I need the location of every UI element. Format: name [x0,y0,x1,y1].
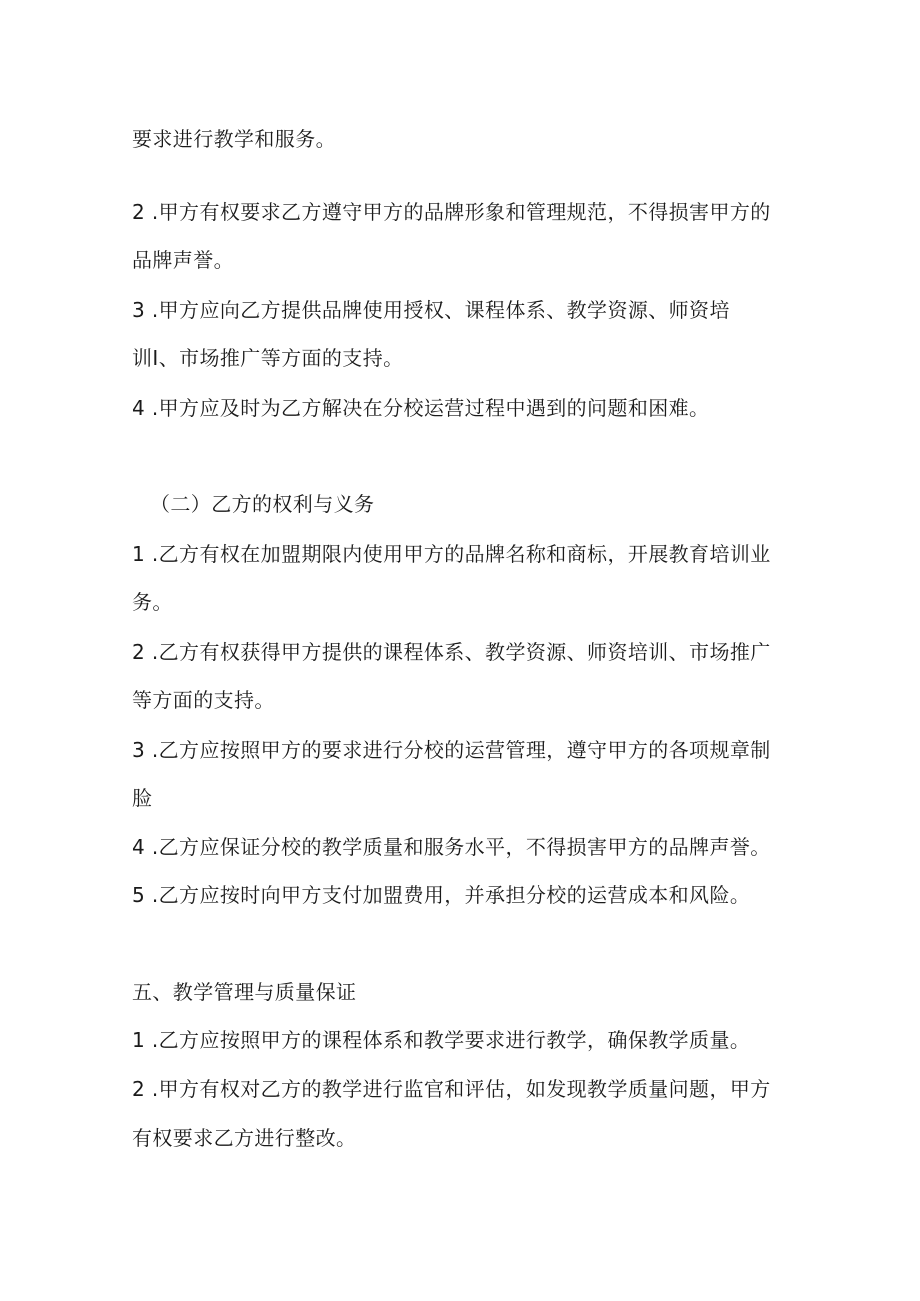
text-line-5: 训I、市场推广等方面的支持。 [132,346,404,370]
text-line-14: 4 .乙方应保证分校的教学质量和服务水平，不得损害甲方的品牌声誉。 [132,835,771,859]
text-line-8: 1 .乙方有权在加盟期限内使用甲方的品牌名称和商标，开展教育培训业 [132,542,771,566]
text-line-17: 1 .乙方应按照甲方的课程体系和教学要求进行教学，确保教学质量。 [132,1028,751,1052]
text-line-12: 3 .乙方应按照甲方的要求进行分校的运营管理，遵守甲方的各项规章制 [132,738,771,762]
text-line-3: 品牌声誉。 [132,248,234,272]
text-line-13: 脸 [132,786,153,810]
text-line-10: 2 .乙方有权获得甲方提供的课程体系、教学资源、师资培训、市场推广 [132,640,771,664]
text-line-9: 务。 [132,590,173,614]
text-line-4: 3 .甲方应向乙方提供品牌使用授权、课程体系、教学资源、师资培 [132,298,730,322]
text-line-19: 有权要求乙方进行整改。 [132,1126,357,1150]
text-line-1: 要求进行教学和服务。 [132,127,336,151]
text-line-15: 5 .乙方应按时向甲方支付加盟费用，并承担分校的运营成本和风险。 [132,883,751,907]
text-line-2: 2 .甲方有权要求乙方遵守甲方的品牌形象和管理规范，不得损害甲方的 [132,200,771,224]
text-line-18: 2 .甲方有权对乙方的教学进行监官和评估，如发现教学质量问题，甲方 [132,1077,771,1101]
text-line-11: 等方面的支持。 [132,688,275,712]
section-heading-teaching: 五、教学管理与质量保证 [132,980,357,1004]
text-line-6: 4 .甲方应及时为乙方解决在分校运营过程中遇到的问题和困难。 [132,396,710,420]
section-heading-party-b: （二）乙方的权利与义务 [150,492,375,516]
